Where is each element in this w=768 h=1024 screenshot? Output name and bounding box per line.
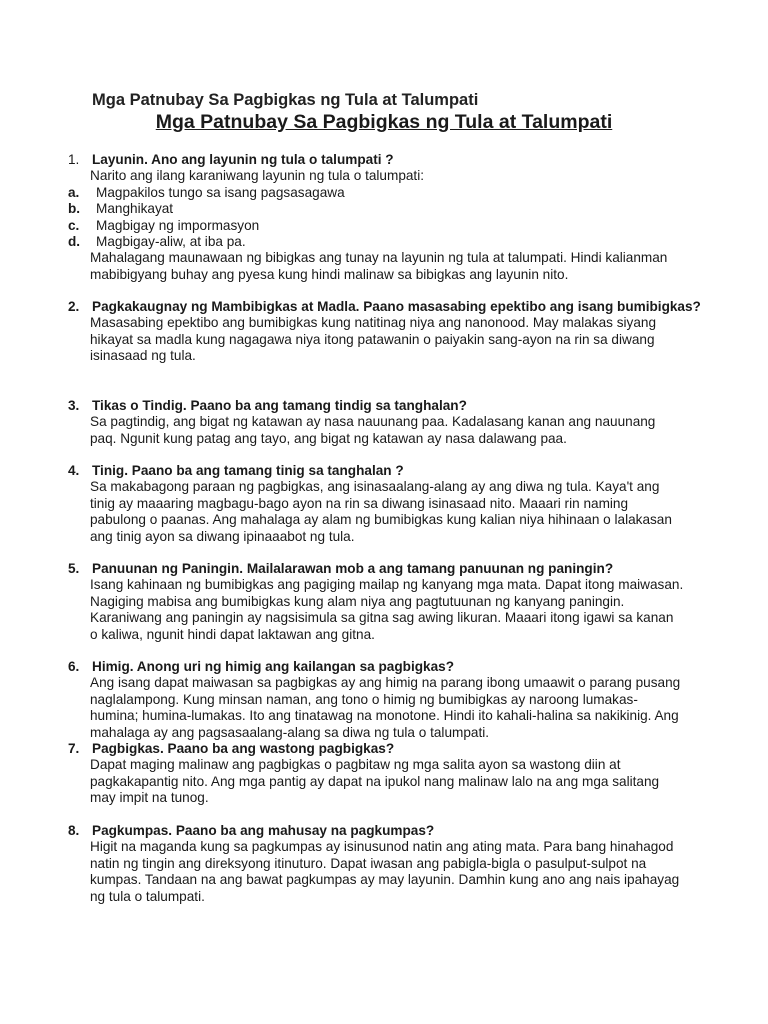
section-title: Layunin. Ano ang layunin ng tula o talumpati ? [92, 152, 394, 167]
section-heading [0, 561, 768, 577]
section-title: Pagkakaugnay ng Mambibigkas at Madla. Paano masasabing epektibo ang isang bumibigkas? [92, 299, 701, 314]
section-body: Isang kahinaan ng bumibigkas ang pagiging mailap ng kanyang mga mata. Dapat itong maiwasan. Nagiging mabisa ang bumibigkas kung alam niya ang pagtutuunan ng kanyang paningin. Karaniwang ang paningin ay nagsisimula sa gitna sag awing likuran. Maaari itong igawi sa kanan o kaliwa, ngunit hindi dapat laktawan ang gitna. [90, 577, 684, 642]
section-number: 5. [68, 561, 80, 576]
section-body: Dapat maging malinaw ang pagbigkas o pagbitaw ng mga salita ayon sa wastong diin at pagkakapantig nito. Ang mga pantig ay dapat na ipukol nang malinaw lalo na ang mga salitang may impit na tunog. [90, 757, 660, 806]
section-heading [0, 398, 768, 414]
section-4 [0, 463, 768, 545]
section-body: Ang isang dapat maiwasan sa pagbigkas ay ang himig na parang ibong umaawit o parang pusang naglalampong. Kung minsan naman, ang tono o himig ng bumibigkas ay naroong lumakas-humina; humina-lumakas. Ito ang tinatawag na monotone. Hindi ito kahali-halina sa nakikinig. Ang mahalaga ay ang pagsasaalang-alang sa diwa ng tula o talumpati. [90, 675, 681, 740]
section-heading [0, 463, 768, 479]
section-6 [0, 659, 768, 741]
section-heading [0, 152, 768, 168]
section-number: 7. [68, 741, 80, 756]
section-number: 3. [68, 398, 80, 413]
section-title: Himig. Anong uri ng himig ang kailangan sa pagbigkas? [92, 659, 455, 674]
section-1 [0, 152, 768, 283]
section-number: 6. [68, 659, 80, 674]
section-3 [0, 398, 768, 447]
section-number: 2. [68, 299, 80, 314]
list-item-letter: c. [68, 217, 80, 233]
document-title-small: Mga Patnubay Sa Pagbigkas ng Tula at Talumpati [92, 91, 479, 109]
list-item-text: Magbigay-aliw, at iba pa. [96, 234, 246, 250]
section-body: Mahalagang maunawaan ng bibigkas ang tunay na layunin ng tula at talumpati. Hindi kalianman mabibigyang buhay ang pyesa kung hindi malinaw sa bibigkas ang layunin nito. [90, 250, 668, 282]
list-item-text: Magbigay ng impormasyon [96, 217, 260, 233]
section-title: Tinig. Paano ba ang tamang tinig sa tanghalan ? [92, 463, 404, 478]
section-7 [0, 741, 768, 807]
section-title: Tikas o Tindig. Paano ba ang tamang tindig sa tanghalan? [92, 398, 467, 413]
section-body: Sa makabagong paraan ng pagbigkas, ang isinasaalang-alang ay ang diwa ng tula. Kaya't ang tinig ay maaaring magbagu-bago ayon na rin sa diwang isinasaad nito. Maaari rin naming pabulong o paanas. Ang mahalaga ay alam ng bumibigkas kung kalian niya hihinaan o lalakasan ang tinig ayon sa diwang ipinaaabot ng tula. [90, 479, 672, 544]
list-item [0, 185, 768, 201]
section-title: Pagkumpas. Paano ba ang mahusay na pagkumpas? [92, 823, 435, 838]
section-number: 4. [68, 463, 80, 478]
list-item [0, 218, 768, 234]
list-item-letter: a. [68, 184, 80, 200]
section-2 [0, 299, 768, 365]
section-heading [0, 741, 768, 757]
section-number: 1. [68, 152, 80, 167]
document-title [0, 111, 768, 133]
list-item-text: Magpakilos tungo sa isang pagsasagawa [96, 184, 345, 200]
section-body: Higit na maganda kung sa pagkumpas ay isinusunod natin ang ating mata. Para bang hinahagod natin ng tingin ang direksyong itinuturo. Dapat iwasan ang pabigla-bigla o pasulput-sulpot na kumpas. Tandaan na ang bawat pagkumpas ay may layunin. Damhin kung ano ang nais ipahayag ng tula o talumpati. [90, 839, 680, 904]
list-item [0, 234, 768, 250]
section-number: 8. [68, 823, 80, 838]
section-heading [0, 299, 768, 315]
list-item-text: Manghikayat [96, 201, 174, 217]
section-body: Sa pagtindig, ang bigat ng katawan ay nasa nauunang paa. Kadalasang kanan ang nauunang paq. Ngunit kung patag ang tayo, ang bigat ng katawan ay nasa dalawang paa. [90, 414, 656, 446]
section-body: Masasabing epektibo ang bumibigkas kung natitinag niya ang nanonood. May malakas siyang hikayat sa madla kung nagagawa niya itong patawanin o paiyakin sang-ayon na rin sa diwang isinasaad ng tula. [90, 315, 657, 364]
section-5 [0, 561, 768, 643]
section-8 [0, 823, 768, 905]
list-item-letter: d. [68, 234, 81, 250]
list-item-letter: b. [68, 201, 81, 217]
document-title-text: Mga Patnubay Sa Pagbigkas ng Tula at Talumpati [155, 111, 613, 133]
section-title: Pagbigkas. Paano ba ang wastong pagbigkas? [92, 741, 395, 756]
section-heading [0, 823, 768, 839]
section-title: Panuunan ng Paningin. Mailalarawan mob a ang tamang panuunan ng paningin? [92, 561, 614, 576]
list-item [0, 201, 768, 217]
section-intro: Narito ang ilang karaniwang layunin ng tula o talumpati: [90, 168, 425, 184]
section-heading [0, 659, 768, 675]
